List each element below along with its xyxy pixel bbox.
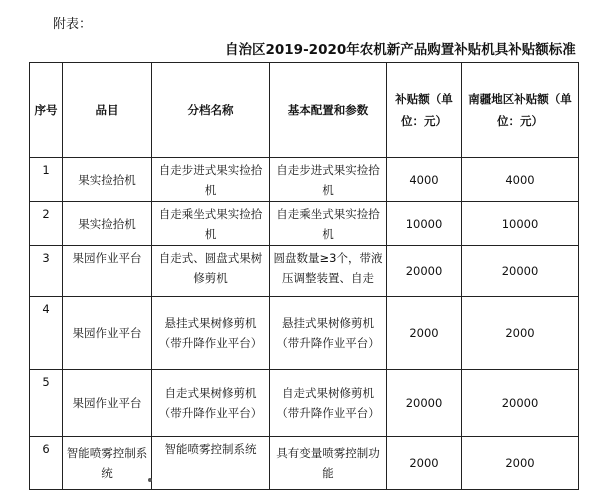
cell-config: 自走式果树修剪机（带升降作业平台） <box>270 370 387 437</box>
table-row <box>30 370 579 437</box>
cell-subsidy: 20000 <box>387 370 462 437</box>
cell-category: 自走乘坐式果实捡拾机 <box>152 202 270 246</box>
cell-config <box>270 246 387 297</box>
cell-item: 智能喷雾控制系统 <box>63 437 152 490</box>
cell-seq: 5 <box>30 370 63 437</box>
table-row <box>30 437 579 490</box>
cell-subsidy: 20000 <box>387 246 462 297</box>
cell-config: 悬挂式果树修剪机（带升降作业平台） <box>270 297 387 370</box>
cell-category: 智能喷雾控制系统 <box>152 437 270 490</box>
cell-subsidy: 2000 <box>387 297 462 370</box>
table-header-row <box>30 63 579 158</box>
cell-subsidy: 4000 <box>387 158 462 202</box>
cell-item: 果实捡拾机 <box>63 202 152 246</box>
header-seq: 序号 <box>30 63 63 158</box>
cell-south-subsidy: 10000 <box>462 202 579 246</box>
cell-seq: 4 <box>30 297 63 370</box>
table-row <box>30 246 579 297</box>
cell-seq: 2 <box>30 202 63 246</box>
cell-item: 果园作业平台 <box>63 246 152 297</box>
header-category: 分档名称 <box>152 63 270 158</box>
cell-category: 自走步进式果实捡拾机 <box>152 158 270 202</box>
cell-south-subsidy: 20000 <box>462 370 579 437</box>
cell-config: 具有变量喷雾控制功能 <box>270 437 387 490</box>
cell-category: 自走式果树修剪机（带升降作业平台） <box>152 370 270 437</box>
cell-config: 自走乘坐式果实捡拾机 <box>270 202 387 246</box>
table-row <box>30 158 579 202</box>
header-subsidy: 补贴额（单位：元） <box>387 63 462 158</box>
cell-south-subsidy: 4000 <box>462 158 579 202</box>
cell-category: 自走式、圆盘式果树修剪机 <box>152 246 270 297</box>
cell-category: 悬挂式果树修剪机（带升降作业平台） <box>152 297 270 370</box>
cell-south-subsidy: 2000 <box>462 437 579 490</box>
cell-item: 果园作业平台 <box>63 370 152 437</box>
cell-seq: 3 <box>30 246 63 297</box>
header-item: 品目 <box>63 63 152 158</box>
config-text: 圆盘数量≥3个，带液压调整装置、自走 <box>273 251 383 285</box>
appendix-label: 附表： <box>53 17 93 32</box>
table-title: 自治区2019-2020年农机新产品购置补贴机具补贴额标准 <box>225 42 576 58</box>
cell-south-subsidy: 20000 <box>462 246 579 297</box>
table-row <box>30 297 579 370</box>
cell-subsidy: 2000 <box>387 437 462 490</box>
cell-south-subsidy: 2000 <box>462 297 579 370</box>
cell-seq: 6 <box>30 437 63 490</box>
stray-mark <box>148 478 152 482</box>
cell-config: 自走步进式果实捡拾机 <box>270 158 387 202</box>
cell-seq: 1 <box>30 158 63 202</box>
header-south-xinjiang: 南疆地区补贴额（单位：元） <box>462 63 579 158</box>
header-config: 基本配置和参数 <box>270 63 387 158</box>
cell-item: 果实捡拾机 <box>63 158 152 202</box>
table-row <box>30 202 579 246</box>
cell-subsidy: 10000 <box>387 202 462 246</box>
subsidy-table <box>29 62 579 490</box>
cell-item: 果园作业平台 <box>63 297 152 370</box>
